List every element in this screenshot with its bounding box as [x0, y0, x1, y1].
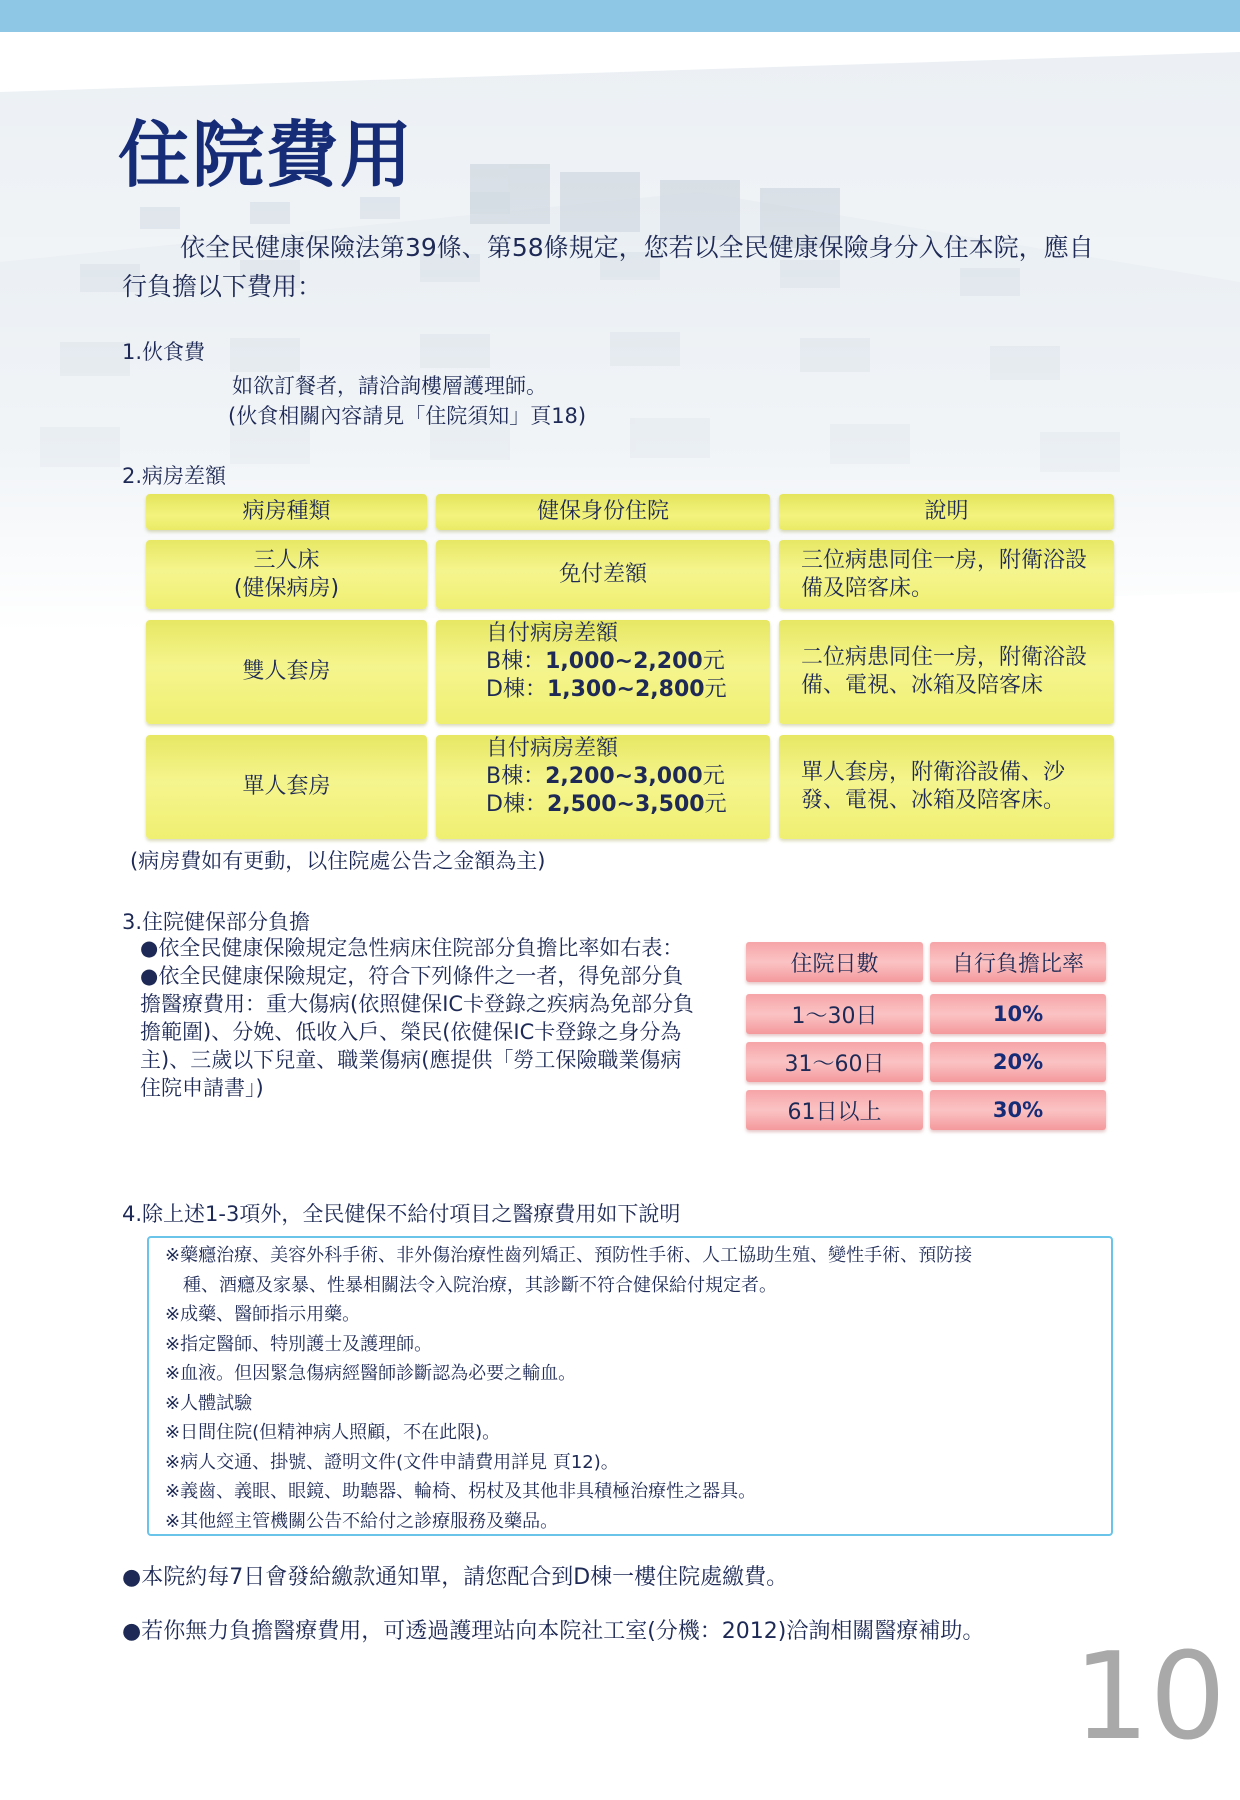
meal-info-reference: (伙食相關內容請見「住院須知」頁18) [228, 404, 587, 428]
building-d-label: D棟： [486, 792, 547, 817]
copay-bullet-exemption: ●依全民健康保險規定，符合下列條件之一者，得免部分負擔醫療費用：重大傷病(依照健保IC卡登錄之疾病為免部分負擔範圍)、分娩、低收入戶、榮民(依健保IC卡登錄之身分為主)、三歲以下兒童、職業傷病(應提供「勞工保險職業傷病住院申請書」) [140, 964, 695, 1100]
section-2-heading: 2.病房差額 [122, 464, 227, 488]
room-fee-triple: 免付差額 [436, 540, 770, 609]
currency-unit: 元 [704, 677, 727, 702]
section-4-heading: 4.除上述1-3項外，全民健保不給付項目之醫療費用如下說明 [122, 1202, 681, 1226]
room-desc-double [779, 620, 1114, 724]
non-covered-item: ※病人交通、掛號、證明文件(文件申請費用詳見 頁12)。 [165, 1451, 619, 1473]
room-table-header-fee: 健保身份住院 [436, 494, 770, 530]
non-covered-item: 種、酒癮及家暴、性暴相關法令入院治療，其診斷不符合健保給付規定者。 [165, 1274, 777, 1296]
non-covered-item: ※義齒、義眼、眼鏡、助聽器、輪椅、柺杖及其他非具積極治療性之器具。 [165, 1481, 757, 1502]
copay-bullet-rate: ●依全民健康保險規定急性病床住院部分負擔比率如右表： [140, 936, 684, 960]
room-fee-d-building [486, 676, 727, 704]
building-b-label: B棟： [486, 764, 546, 789]
room-type-single: 單人套房 [146, 735, 427, 839]
non-covered-item: ※指定醫師、特別護士及護理師。 [165, 1333, 433, 1355]
page-title: 住院費用 [118, 112, 415, 197]
section-1-heading: 1.伙食費 [122, 340, 206, 364]
non-covered-item: ※血液。但因緊急傷病經醫師診斷認為必要之輸血。 [165, 1363, 577, 1384]
intro-paragraph: 依全民健康保險法第39條、第58條規定，您若以全民健康保險身分入住本院，應自行負擔以下費用： [122, 233, 1094, 301]
non-covered-items-box [147, 1236, 1113, 1536]
room-type-label: 三人床 [253, 547, 320, 573]
room-fee-double [436, 620, 770, 724]
room-fee-single [436, 735, 770, 839]
price-d: 1,300~2,800 [546, 677, 705, 702]
currency-unit: 元 [702, 649, 725, 674]
building-b-label: B棟： [486, 649, 546, 674]
room-desc-text: 單人套房，附衛浴設備、沙發、電視、冰箱及陪客床。 [801, 760, 1066, 813]
room-desc-text: 二位病患同住一房，附衛浴設備、電視、冰箱及陪客床 [801, 645, 1088, 698]
copay-days: 31～60日 [746, 1042, 923, 1082]
currency-unit: 元 [702, 764, 725, 789]
financial-aid-notice: ●若你無力負擔醫療費用，可透過護理站向本院社工室(分機：2012)洽詢相關醫療補助。 [122, 1619, 985, 1644]
section-3-heading: 3.住院健保部分負擔 [122, 910, 311, 934]
non-covered-item: ※人體試驗 [165, 1392, 253, 1414]
payment-notice: ●本院約每7日會發給繳款通知單，請您配合到D棟一樓住院處繳費。 [122, 1565, 789, 1590]
room-desc-single [779, 735, 1114, 839]
copay-rate: 10% [930, 994, 1106, 1034]
non-covered-item: ※藥癮治療、美容外科手術、非外傷治療性齒列矯正、預防性手術、人工協助生殖、變性手術、預防接 [165, 1245, 973, 1266]
room-desc-triple [779, 540, 1114, 609]
page-number: 10 [1073, 1628, 1226, 1767]
copay-header-days: 住院日數 [746, 942, 923, 982]
copay-days: 1～30日 [746, 994, 923, 1034]
room-fee-change-note: (病房費如有更動，以住院處公告之金額為主) [130, 849, 546, 873]
room-table-header-type: 病房種類 [146, 494, 427, 530]
copay-bullet-list [140, 934, 700, 1102]
room-type-double: 雙人套房 [146, 620, 427, 724]
non-covered-item: ※日間住院(但精神病人照顧，不在此限)。 [165, 1422, 501, 1443]
price-b: 2,200~3,000 [545, 764, 703, 789]
meal-order-note: 如欲訂餐者，請洽詢樓層護理師。 [232, 374, 547, 398]
room-fee-d-building [486, 791, 727, 819]
price-b: 1,000~2,200 [545, 649, 703, 674]
building-d-label: D棟： [486, 677, 547, 702]
room-type-triple [146, 540, 427, 609]
currency-unit: 元 [704, 792, 727, 817]
non-covered-item: ※其他經主管機關公告不給付之診療服務及藥品。 [165, 1510, 559, 1532]
top-header-bar [0, 0, 1240, 32]
room-fee-b-building [486, 648, 725, 676]
copay-days: 61日以上 [746, 1090, 923, 1130]
price-d: 2,500~3,500 [546, 792, 705, 817]
copay-rate: 30% [930, 1090, 1106, 1130]
non-covered-item: ※成藥、醫師指示用藥。 [165, 1304, 361, 1325]
room-desc-text: 三位病患同住一房，附衛浴設備及陪客床。 [801, 547, 1088, 601]
room-type-sublabel: (健保病房) [233, 575, 340, 601]
copay-header-rate: 自行負擔比率 [930, 942, 1106, 982]
room-fee-label: 自付病房差額 [486, 736, 619, 761]
room-fee-label: 自付病房差額 [486, 621, 619, 646]
copay-rate: 20% [930, 1042, 1106, 1082]
room-table-header-desc: 說明 [779, 494, 1114, 530]
room-fee-b-building [486, 763, 725, 791]
